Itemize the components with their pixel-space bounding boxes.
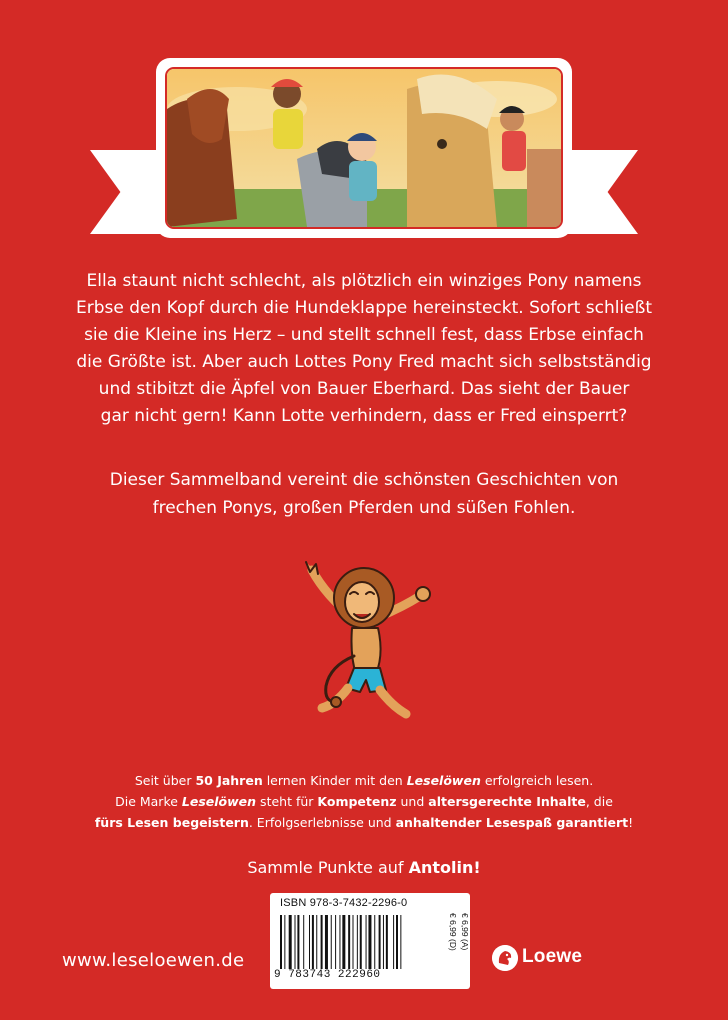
brand-highlight: 50 Jahren [195,773,263,788]
horse-illustration [165,67,563,229]
lion-mascot-icon [296,556,432,732]
brand-text: Die Marke [115,794,182,809]
antolin-prefix: Sammle Punkte auf [247,858,409,877]
brand-highlight: Kompetenz [317,794,397,809]
barcode-bar [316,915,317,969]
barcode-bar [309,915,310,969]
brand-highlight: altersgerechte Inhalte [428,794,586,809]
barcode-bar [325,915,328,969]
brand-text: . Erfolgserlebnisse und [248,815,396,830]
barcode-bar [386,915,388,969]
brand-text: erfolgreich lesen. [480,773,594,788]
barcode-bar [360,915,362,969]
blurb-line: sie die Kleine ins Herz – und stellt schnell fest, dass Erbse einfach [84,325,644,345]
blurb-line: Ella staunt nicht schlecht, als plötzlich ein winziges Pony namens [86,271,642,291]
barcode-bar [374,915,375,969]
blurb-line: gar nicht gern! Kann Lotte verhindern, dass er Fred einsperrt? [100,406,628,426]
barcode-bar [400,915,401,969]
barcode-bar [331,915,332,969]
brand-text: , die [585,794,613,809]
brand-text: ! [628,815,634,830]
brand-text: und [396,794,429,809]
barcode-bars-icon [280,915,442,969]
brand-highlight: anhaltender Lesespaß garantiert [395,815,629,830]
horse-illustration-image [167,69,561,227]
price-austria: € 6,99 (A) [460,913,470,951]
collection-line: Dieser Sammelband vereint die schönsten Geschichten von [109,470,619,490]
barcode-digits: 9 783743 222960 [274,969,381,981]
brand-text: lernen Kinder mit den [262,773,407,788]
brand-name: Leselöwen [181,794,257,809]
brand-text: Seit über [134,773,196,788]
barcode-bar [297,915,299,969]
publisher-name: Loewe [522,946,583,967]
price-germany: € 6,99 (D) [448,913,458,951]
barcode-bar [339,915,340,969]
barcode-bar [379,915,381,969]
barcode-bar [383,915,384,969]
illustration-frame [156,58,572,238]
isbn-number: ISBN 978-3-7432-2296-0 [280,897,408,909]
blurb-text [70,268,658,430]
barcode-bar [312,915,314,969]
collection-line: frechen Ponys, großen Pferden und süßen Fohlen. [152,498,576,518]
barcode-bar [348,915,350,969]
barcode-bar [284,915,285,969]
barcode-bar [366,915,367,969]
barcode-bar [295,915,296,969]
barcode-bar [321,915,323,969]
barcode-bar [353,915,354,969]
blurb-line: Erbse den Kopf durch die Hundeklappe hereinsteckt. Sofort schließt [76,298,652,318]
brand-text: steht für [256,794,318,809]
brand-statement [40,770,688,833]
brand-highlight: fürs Lesen begeistern [94,815,249,830]
antolin-callout [70,856,658,880]
blurb-line: die Größte ist. Aber auch Lottes Pony Fred macht sich selbstständig [76,352,652,372]
barcode-bar [289,915,292,969]
brand-name: Leselöwen [406,773,481,788]
barcode-bar [393,915,394,969]
barcode-bar [335,915,336,969]
barcode-bar [368,915,371,969]
barcode-bar [280,915,282,969]
barcode-bar [303,915,304,969]
barcode-box [270,893,470,989]
cover-banner [90,58,638,248]
website-url[interactable]: www.leseloewen.de [62,950,245,971]
barcode-bar [396,915,398,969]
collection-text [70,466,658,522]
loewe-lion-logo-icon [492,945,518,971]
barcode-bar [357,915,358,969]
barcode-bar [342,915,345,969]
antolin-name: Antolin! [408,858,481,877]
blurb-line: und stibitzt die Äpfel von Bauer Eberhard. Das sieht der Bauer [98,379,630,399]
